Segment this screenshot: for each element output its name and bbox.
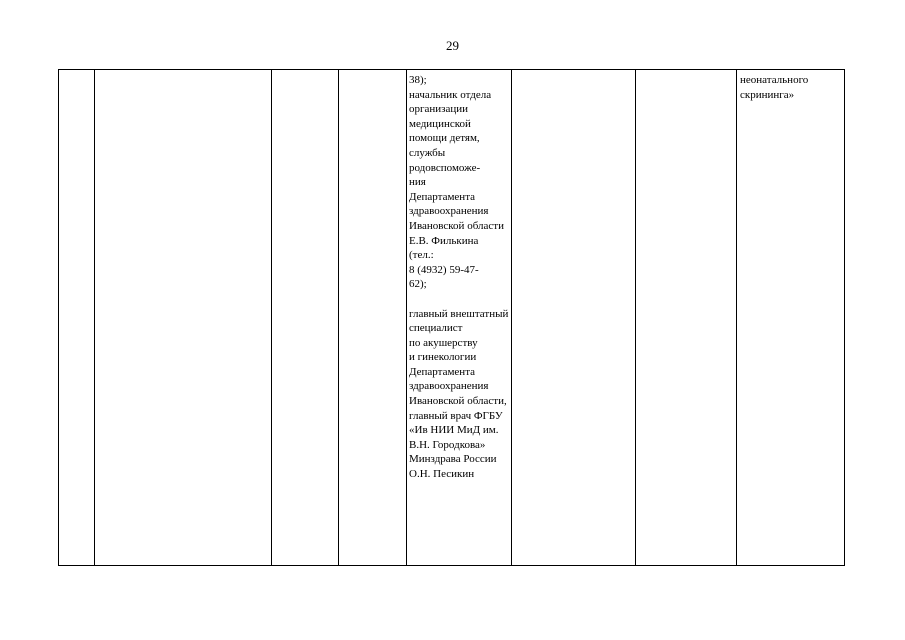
table-cell-8 [737, 70, 845, 566]
screening-text: неонатального скрининга» [740, 74, 809, 101]
document-table [58, 69, 845, 566]
cell-4-text [339, 70, 406, 73]
cell-3-text [272, 70, 338, 73]
responsible-persons-text: 38); начальник отдела организации медицинской помощи детям, службы родовспоможе- ния Департамента здравоохранения Ивановской области Е.В. Филькина (тел.: 8 (4932) 59-47- 62); главный внештатный специалист по акушерству и гинекологии Департамента здравоохранения Ивановской области, главный врач ФГБУ «Ив НИИ МиД им. В.Н. Городкова» Минздрава России О.Н. Песикин [409, 74, 509, 481]
page-number: 29 [446, 38, 459, 53]
table-row [59, 70, 845, 566]
table-cell-2 [95, 70, 272, 566]
cell-7-text [636, 70, 736, 73]
table-cell-5 [407, 70, 512, 566]
cell-1-text [59, 70, 94, 73]
table-cell-7 [636, 70, 737, 566]
cell-6-text [512, 70, 635, 73]
table-cell-4 [339, 70, 407, 566]
cell-2-text [95, 70, 271, 73]
table-cell-1 [59, 70, 95, 566]
table-cell-6 [512, 70, 636, 566]
table-cell-3 [272, 70, 339, 566]
